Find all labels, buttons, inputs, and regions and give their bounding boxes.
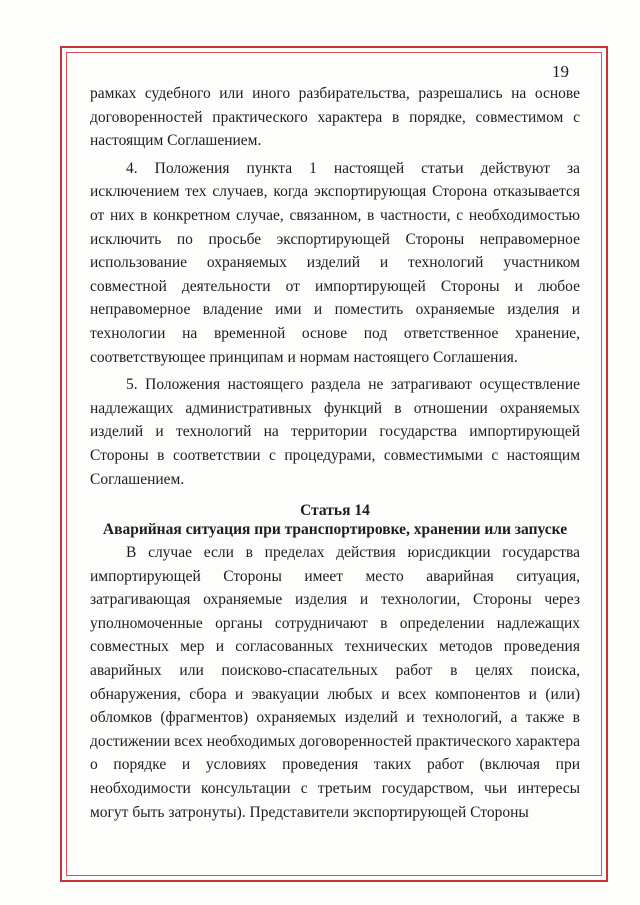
article-heading xyxy=(90,501,580,539)
paragraph-continuation: рамках судебного или иного разбирательства, разрешались на основе договоренностей практического характера в порядке, совместимом с настоящим Соглашением. xyxy=(90,85,580,150)
document-body xyxy=(90,82,580,824)
article-title: Аварийная ситуация при транспортировке, хранении или запуске xyxy=(102,521,568,539)
article-number: Статья 14 xyxy=(300,502,370,520)
paragraph-article-14: В случае если в пределах действия юрисдикции государства импортирующей Стороны имеет место аварийная ситуация, затрагивающая охраняемые изделия и технологии, Стороны через уполномоченные органы сотрудничают в определении надлежащих совместных мер и согласованных технических методов проведения аварийных или поисково-спасательных работ в целях поиска, обнаружения, сбора и эвакуации любых и всех компонентов и (или) обломков (фрагментов) охраняемых изделий и технологий, а также в достижении всех необходимых договоренностей практического характера о порядке и условиях проведения таких работ (включая при необходимости консультации с третьим государством, чьи интересы могут быть затронуты). Представители экспортирующей Стороны xyxy=(90,544,580,821)
paragraph-clause-4: 4. Положения пункта 1 настоящей статьи действуют за исключением тех случаев, когда экспортирующая Сторона отказывается от них в конкретном случае, связанном, в частности, с необходимостью исключить по просьбе экспортирующей Стороны неправомерное использование охраняемых изделий и технологий участником совместной деятельности от импортирующей Стороны и любое неправомерное владение ими и поместить охраняемые изделия и технологии на временной основе под ответственное хранение, соответствующее принципам и нормам настоящего Соглашения. xyxy=(90,159,580,366)
page-number: 19 xyxy=(552,62,569,81)
paragraph-clause-5: 5. Положения настоящего раздела не затрагивают осуществление надлежащих административных функций в отношении охраняемых изделий и технологий на территории государства импортирующей Стороны в соответствии с процедурами, совместимыми с настоящим Соглашением. xyxy=(90,376,580,488)
